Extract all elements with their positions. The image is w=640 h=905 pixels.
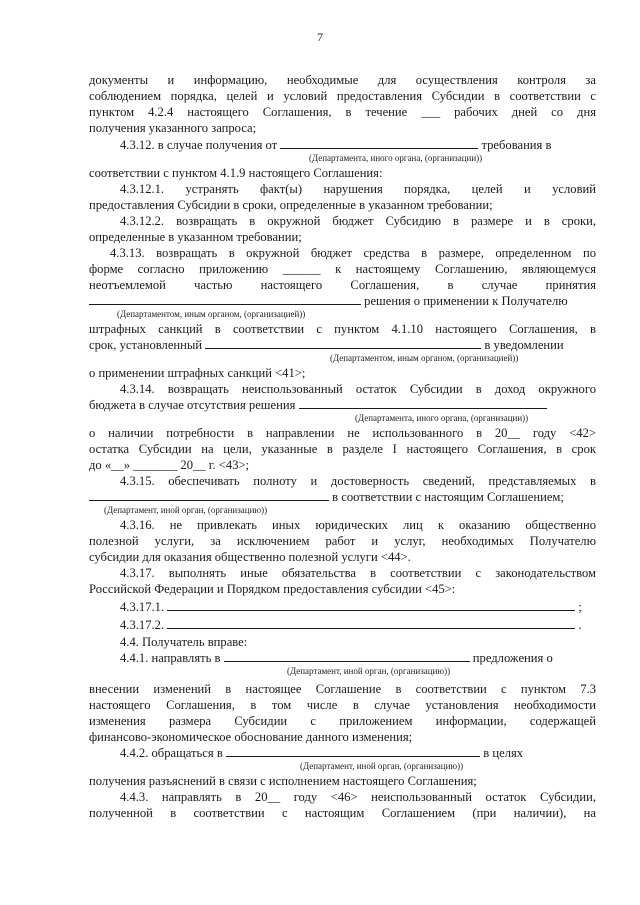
text-line	[120, 599, 596, 615]
text-line: настоящего Соглашения, в том числе в случае установления необходимости	[89, 698, 596, 712]
text-fragment: 4.3.17.1.	[120, 600, 165, 614]
field-caption: (Департамента, иного органа, (организации))	[355, 413, 529, 423]
field-caption: (Департамент, иной орган, (организацию))	[104, 505, 268, 515]
page-number: 7	[317, 30, 323, 44]
text-line: документы и информацию, необходимые для осуществления контроля за	[89, 73, 596, 87]
text-line: неотъемлемой частью настоящего Соглашения, в случае принятия	[89, 278, 596, 292]
text-line: 4.3.16. не привлекать иных юридических лиц к оказанию общественно	[120, 518, 596, 532]
text-line	[120, 745, 596, 761]
text-fragment: ;	[578, 600, 582, 614]
text-line	[120, 617, 596, 633]
text-fragment: срок, установленный	[89, 338, 203, 352]
text-line: субсидии для оказания общественно полезной услуги <44>.	[89, 550, 411, 564]
text-line: полезной услуги, за исключением работ и услуг, необходимых Получателю	[89, 534, 596, 548]
blank-field	[205, 337, 481, 349]
text-line: 4.3.14. возвращать неиспользованный остаток Субсидии в доход окружного	[120, 382, 596, 396]
text-line	[89, 337, 596, 353]
text-line: до «__» _______ 20__ г. <43>;	[89, 458, 250, 472]
text-line: получения разъяснений в связи с исполнением настоящего Соглашения;	[89, 774, 477, 788]
text-line: предоставления Субсидии в сроки, определенные в указанном требовании;	[89, 198, 493, 212]
text-line: внесении изменений в настоящее Соглашение в соответствии с пунктом 7.3	[89, 682, 596, 696]
text-line	[120, 650, 596, 666]
text-line: 4.3.12.2. возвращать в окружной бюджет Субсидию в размере и в сроки,	[120, 214, 596, 228]
text-line: 4.4. Получатель вправе:	[120, 635, 248, 649]
blank-field	[89, 489, 329, 501]
text-line: пунктом 4.2.4 настоящего Соглашения, в течение ___ рабочих дней со дня	[89, 105, 596, 119]
text-line: о наличии потребности в направлении не использованного в 20__ году <42>	[89, 426, 596, 440]
text-fragment: 4.4.2. обращаться в	[120, 746, 223, 760]
blank-field	[89, 293, 361, 305]
blank-field	[226, 745, 480, 757]
blank-field	[299, 397, 547, 409]
text-fragment: в целях	[483, 746, 524, 760]
text-line: 4.3.12.1. устранять факт(ы) нарушения порядка, целей и условий	[120, 182, 596, 196]
blank-field	[167, 599, 575, 611]
text-line: остатка Субсидии на цели, указанные в разделе I настоящего Соглашения, в срок	[89, 442, 596, 456]
text-line: Российской Федерации и Порядком предоставления субсидии <45>:	[89, 582, 456, 596]
text-fragment: 4.4.1. направлять в	[120, 651, 221, 665]
text-line: 4.3.13. возвращать в окружной бюджет средства в размере, определенном по	[110, 246, 596, 260]
text-fragment: в соответствии с настоящим Соглашением;	[332, 490, 564, 504]
field-caption: (Департамента, иного органа, (организации))	[309, 153, 483, 163]
blank-field	[280, 137, 478, 149]
text-fragment: требования в	[481, 138, 552, 152]
blank-field	[167, 617, 575, 629]
field-caption: (Департамент, иной орган, (организацию))	[287, 666, 451, 676]
text-line: соответствии с пунктом 4.1.9 настоящего Соглашения:	[89, 166, 383, 180]
text-line: определенные в указанном требовании;	[89, 230, 302, 244]
text-line: форме согласно приложению ______ к настоящему Соглашению, являющемуся	[89, 262, 596, 276]
text-line: финансово-экономическое обоснование данного изменения;	[89, 730, 413, 744]
text-line: 4.4.3. направлять в 20__ году <46> неиспользованный остаток Субсидии,	[120, 790, 596, 804]
text-fragment: .	[578, 618, 582, 632]
text-line: изменения размера Субсидии с приложением информации, содержащей	[89, 714, 596, 728]
text-line: соблюдением порядка, целей и условий предоставления Субсидии в соответствии с	[89, 89, 596, 103]
text-fragment: бюджета в случае отсутствия решения	[89, 398, 296, 412]
text-line	[89, 489, 596, 505]
text-line	[89, 293, 596, 309]
text-fragment: предложения о	[472, 651, 553, 665]
field-caption: (Департаментом, иным органом, (организацией))	[330, 353, 519, 363]
text-fragment: 4.3.12. в случае получения от	[120, 138, 278, 152]
field-caption: (Департамент, иной орган, (организацию))	[300, 761, 464, 771]
field-caption: (Департаментом, иным органом, (организацией))	[117, 309, 306, 319]
text-line: штрафных санкций в соответствии с пунктом 4.1.10 настоящего Соглашения, в	[89, 322, 596, 336]
text-fragment: 4.3.17.2.	[120, 618, 165, 632]
text-line: 4.3.15. обеспечивать полноту и достоверность сведений, представляемых в	[120, 474, 596, 488]
blank-field	[224, 650, 470, 662]
text-fragment: решения о применении к Получателю	[364, 294, 568, 308]
text-line	[89, 397, 596, 413]
text-line: получения указанного запроса;	[89, 121, 257, 135]
text-line: 4.3.17. выполнять иные обязательства в соответствии с законодательством	[120, 566, 596, 580]
text-line: о применении штрафных санкций <41>;	[89, 366, 306, 380]
text-line: полученной в соответствии с настоящим Соглашением (при наличии), на	[89, 806, 596, 820]
text-fragment: в уведомлении	[484, 338, 564, 352]
text-line	[120, 137, 596, 153]
